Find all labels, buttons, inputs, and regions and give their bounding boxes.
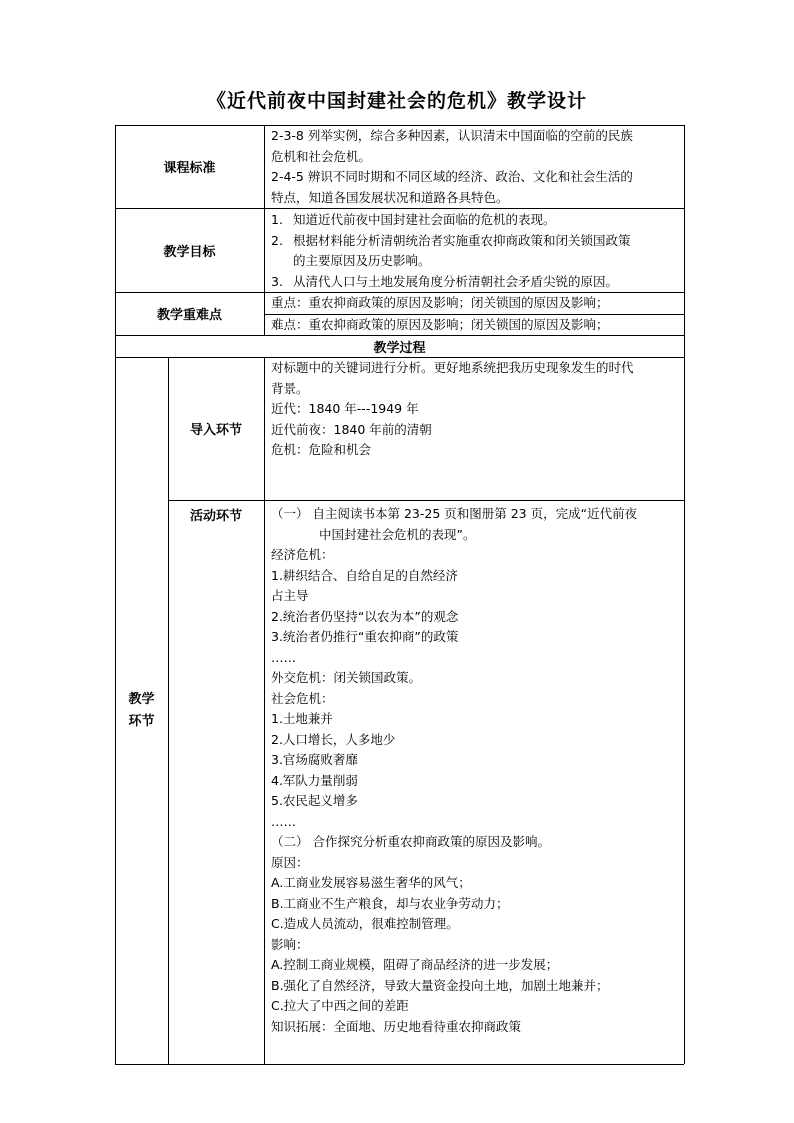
intro-line: 对标题中的关键词进行分析。更好地系统把我历史现象发生的时代 [271, 360, 634, 375]
activity-line: B.强化了自然经济，导致大量资金投向土地，加剧土地兼并； [271, 977, 609, 993]
activity-task-2: （二） 合作探究分析重农抑商政策的原因及影响。 [271, 834, 550, 849]
activity-line: 原因： [271, 854, 309, 870]
activity-line: 1.土地兼并 [271, 711, 333, 726]
activity-label: 活动环节 [189, 508, 242, 524]
activity-line: A.工商业发展容易滋生奢华的风气； [271, 875, 471, 890]
goal-item [271, 210, 681, 231]
intro-content [271, 358, 681, 461]
activity-line: 影响： [271, 936, 309, 952]
activity-line: 3.统治者仍推行“重农抑商”的政策 [271, 629, 459, 644]
activity-line: 知识拓展：全面地、历史地看待重农抑商政策 [271, 1018, 522, 1034]
activity-line: 2.人口增长，人多地少 [271, 731, 396, 747]
intro-line: 近代：1840 年---1949 年 [271, 401, 419, 416]
curriculum-line: 2-3-8 列举实例，综合多种因素，认识清末中国面临的空前的民族 [271, 128, 633, 143]
section-label [115, 357, 168, 1064]
hard-points: 难点：重农抑商政策的原因及影响；闭关锁国的原因及影响； [271, 317, 609, 332]
curriculum-label: 课程标准 [163, 161, 216, 176]
goal-number: 3. [271, 273, 283, 289]
activity-line: C.拉大了中西之间的差距 [271, 998, 409, 1013]
activity-line: 4.军队力量削弱 [271, 772, 358, 788]
goal-text: 知道近代前夜中国封建社会面临的危机的表现。 [293, 212, 556, 227]
intro-line: 危机：危险和机会 [271, 442, 372, 457]
goal-number: 2. [271, 232, 283, 248]
goals-label: 教学目标 [163, 244, 216, 260]
key-points: 重点：重农抑商政策的原因及影响；闭关锁国的原因及影响； [271, 295, 609, 310]
activity-line: …… [271, 649, 296, 665]
activity-line: 经济危机： [271, 547, 334, 562]
curriculum-content [271, 126, 681, 208]
goal-text-continued: 的主要原因及历史影响。 [293, 253, 431, 268]
activity-line: C.造成人员流动，很难控制管理。 [271, 916, 459, 931]
activity-line: 占主导 [271, 588, 309, 603]
activity-line: A.控制工商业规模，阻碍了商品经济的进一步发展； [271, 957, 559, 972]
goal-item [271, 231, 681, 252]
activity-line: 3.官场腐败奢靡 [271, 752, 358, 767]
activity-line: 1.耕织结合、自给自足的自然经济 [271, 567, 458, 583]
activity-line: 5.农民起义增多 [271, 793, 358, 808]
activity-line: …… [271, 813, 296, 829]
activity-content [271, 504, 681, 1037]
section-label-line: 教学 [128, 691, 155, 707]
goal-number: 1. [271, 212, 283, 227]
intro-line: 近代前夜：1840 年前的清朝 [271, 421, 432, 437]
process-header: 教学过程 [373, 340, 426, 356]
activity-line: B.工商业不生产粮食，却与农业争劳动力； [271, 895, 509, 911]
goal-text: 根据材料能分析清朝统治者实施重农抑商政策和闭关锁国政策 [293, 232, 631, 248]
activity-line: 外交危机：闭关锁国政策。 [271, 670, 422, 685]
activity-line: 2.统治者仍坚持“以农为本”的观念 [271, 608, 459, 624]
activity-line: 社会危机： [271, 690, 334, 706]
activity-task-1-continued: 中国封建社会危机的表现”。 [319, 526, 476, 542]
goal-item [271, 272, 681, 293]
intro-label: 导入环节 [189, 423, 242, 438]
intro-line: 背景。 [271, 380, 309, 396]
curriculum-line: 2-4-5 辨识不同时期和不同区域的经济、政治、文化和社会生活的 [271, 169, 633, 184]
page-title: 《近代前夜中国封建社会的危机》教学设计 [206, 90, 587, 112]
goal-text: 从清代人口与土地发展角度分析清朝社会矛盾尖锐的原因。 [293, 273, 619, 289]
curriculum-line: 危机和社会危机。 [271, 148, 372, 164]
curriculum-line: 特点，知道各国发展状况和道路各具特色。 [271, 189, 509, 205]
difficulty-label: 教学重难点 [156, 308, 222, 323]
activity-task-1: （一） 自主阅读书本第 23-25 页和图册第 23 页，完成“近代前夜 [271, 506, 638, 521]
goals-content [271, 210, 681, 292]
section-label-line: 环节 [128, 713, 155, 729]
